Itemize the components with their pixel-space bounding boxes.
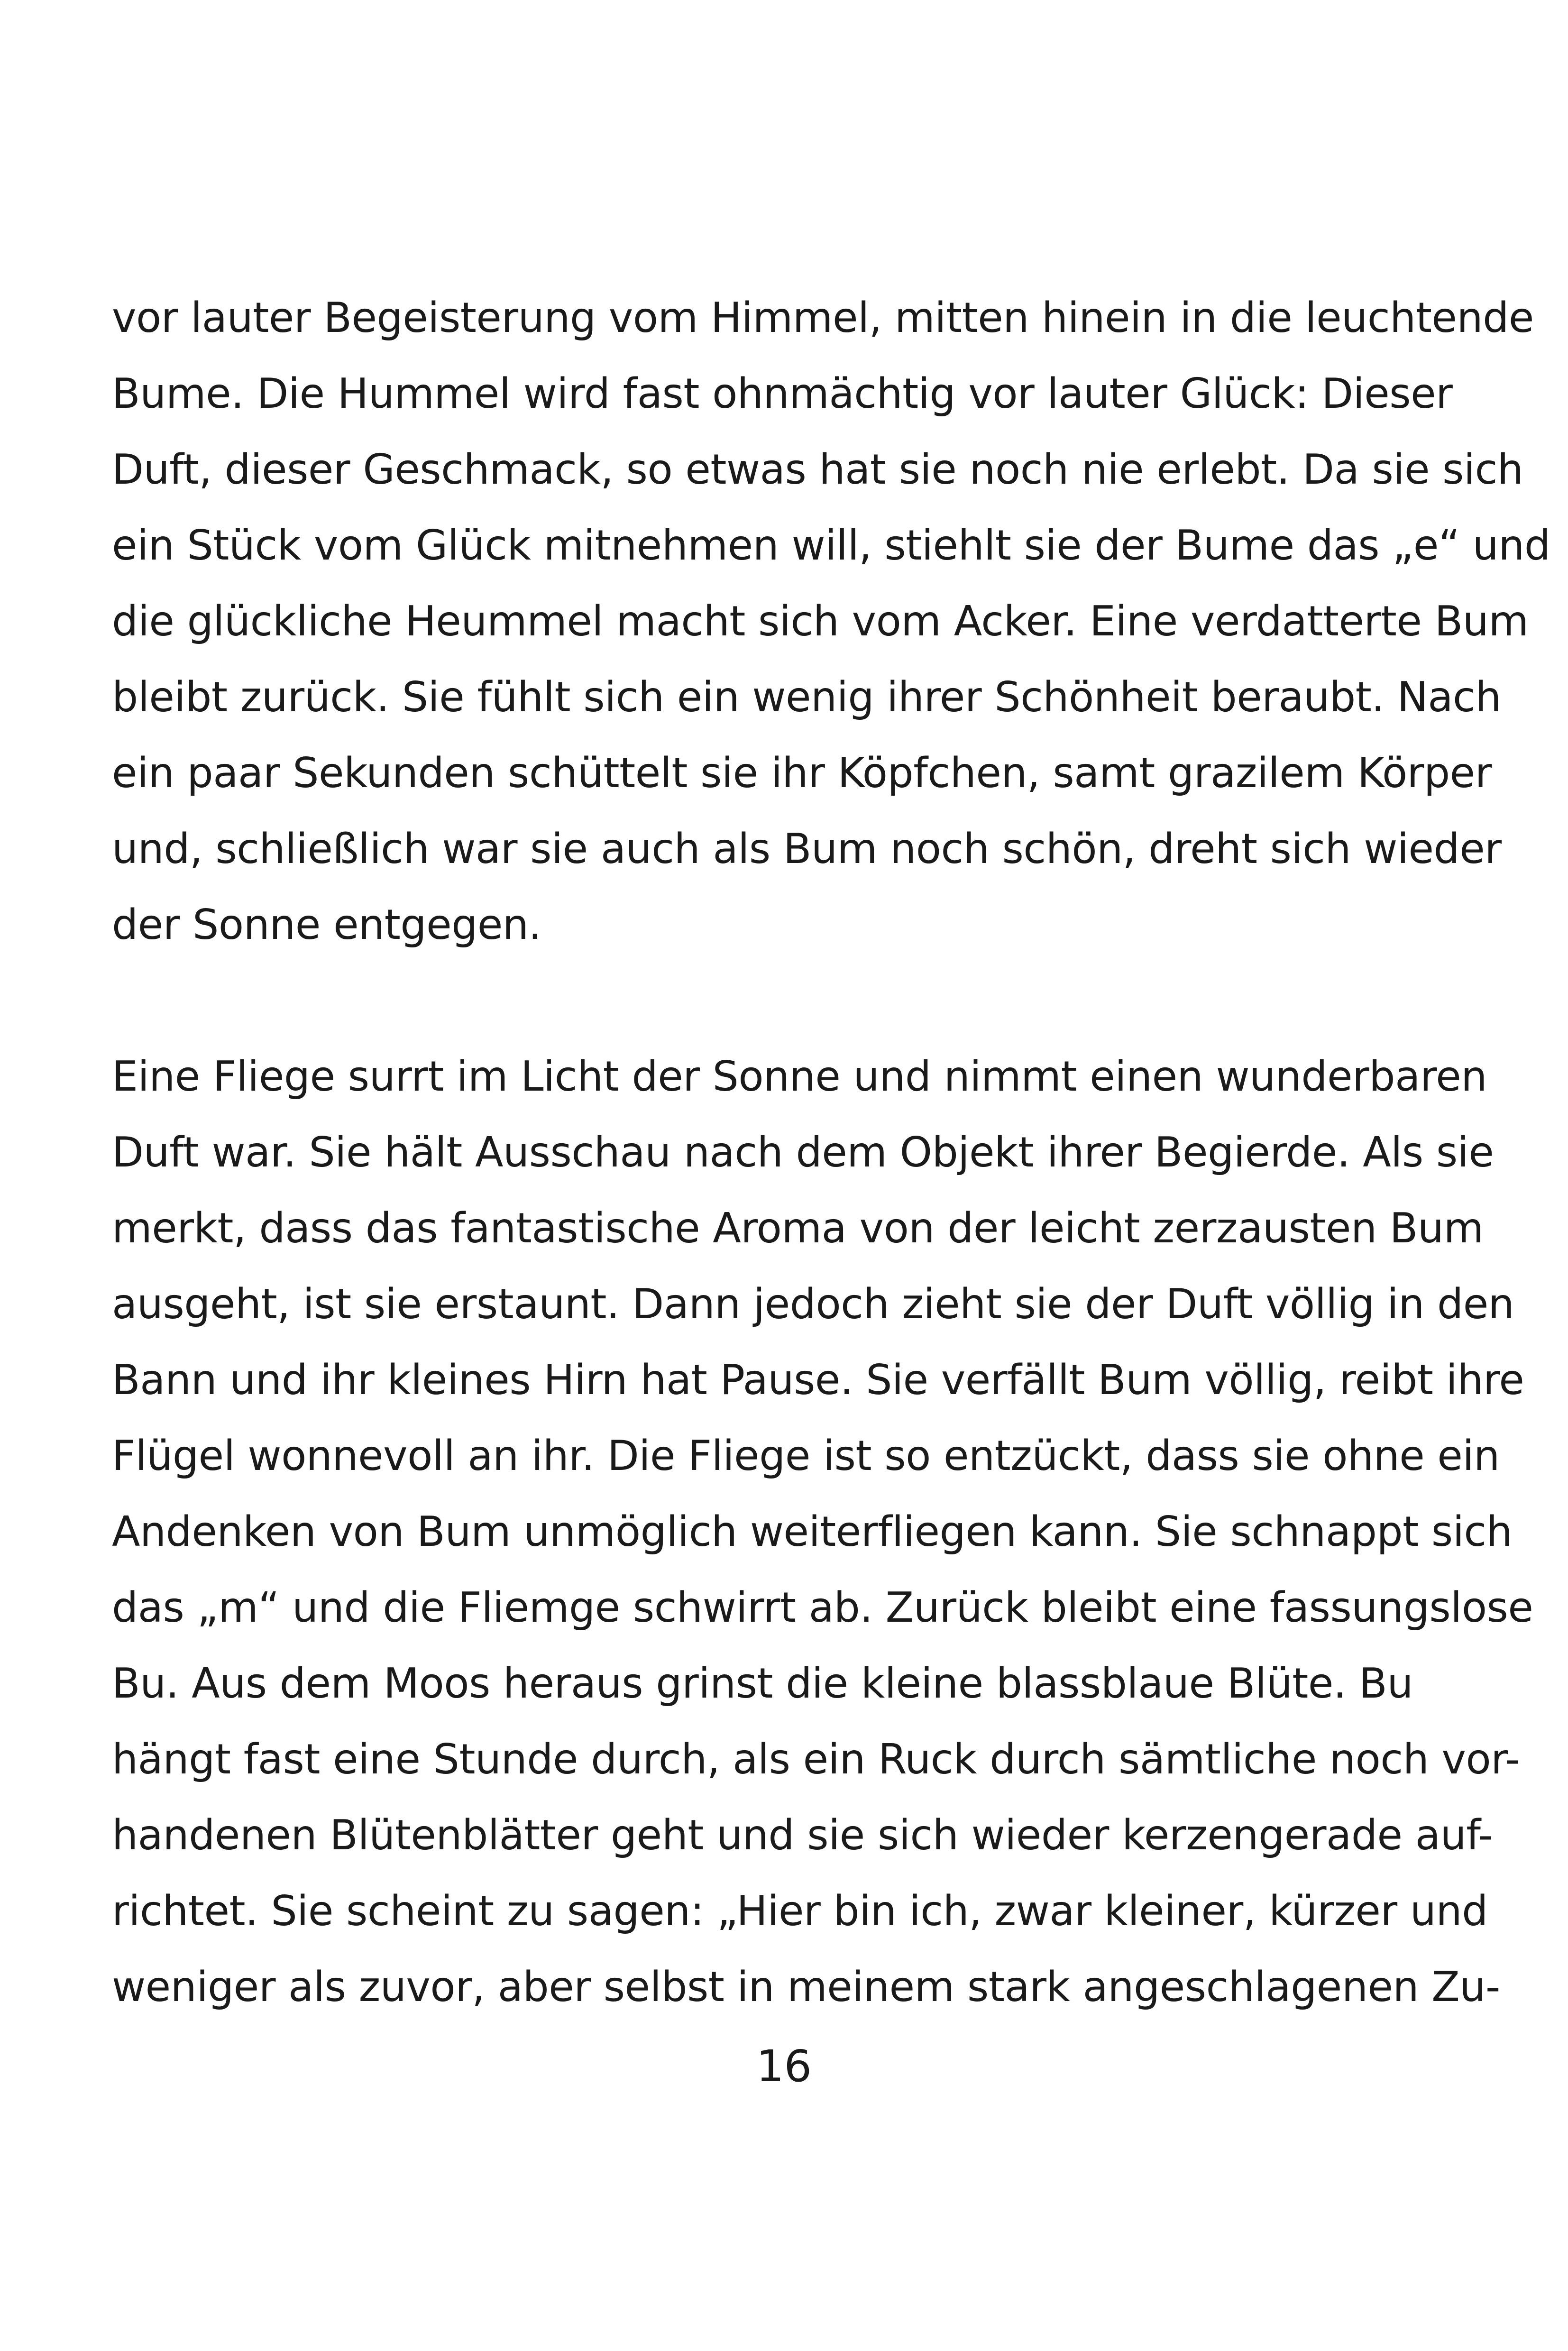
text-line: Andenken von Bum unmöglich weiterfliegen kann. Sie schnappt sich (112, 1507, 1513, 1556)
text-line: hängt fast eine Stunde durch, als ein Ruck durch sämtliche noch vor- (112, 1735, 1520, 1783)
text-line: Bume. Die Hummel wird fast ohnmächtig vor lauter Glück: Dieser (112, 369, 1453, 418)
text-line: Eine Fliege surrt im Licht der Sonne und nimmt einen wunderbaren (112, 1052, 1487, 1101)
text-line: Duft, dieser Geschmack, so etwas hat sie noch nie erlebt. Da sie sich (112, 445, 1523, 494)
text-line: merkt, dass das fantastische Aroma von der leicht zerzausten Bum (112, 1204, 1484, 1252)
text-line: ein Stück vom Glück mitnehmen will, stiehlt sie der Bume das „e“ und (112, 521, 1550, 569)
paragraph-1 (112, 280, 1550, 963)
text-line: die glückliche Heummel macht sich vom Acker. Eine verdatterte Bum (112, 597, 1529, 645)
text-line: weniger als zuvor, aber selbst in meinem stark angeschlagenen Zu- (112, 1963, 1500, 2011)
text-line: das „m“ und die Fliemge schwirrt ab. Zurück bleibt eine fassungslose (112, 1583, 1533, 1632)
text-line: Duft war. Sie hält Ausschau nach dem Objekt ihrer Begierde. Als sie (112, 1128, 1494, 1176)
text-line: der Sonne entgegen. (112, 900, 541, 949)
text-line: Bann und ihr kleines Hirn hat Pause. Sie verfällt Bum völlig, reibt ihre (112, 1356, 1524, 1404)
text-line: richtet. Sie scheint zu sagen: „Hier bin ich, zwar kleiner, kürzer und (112, 1887, 1488, 1935)
text-line: Bu. Aus dem Moos heraus grinst die kleine blassblaue Blüte. Bu (112, 1659, 1413, 1708)
text-line: ausgeht, ist sie erstaunt. Dann jedoch zieht sie der Duft völlig in den (112, 1280, 1514, 1328)
text-line: und, schließlich war sie auch als Bum noch schön, dreht sich wieder (112, 825, 1502, 873)
page-number: 16 (756, 2041, 812, 2092)
text-line: handenen Blütenblätter geht und sie sich wieder kerzengerade auf- (112, 1811, 1493, 1859)
paragraph-2 (112, 1038, 1533, 2025)
text-line: Flügel wonnevoll an ihr. Die Fliege ist so entzückt, dass sie ohne ein (112, 1432, 1500, 1480)
text-line: ein paar Sekunden schüttelt sie ihr Köpfchen, samt grazilem Körper (112, 749, 1492, 797)
text-line: bleibt zurück. Sie fühlt sich ein wenig ihrer Schönheit beraubt. Nach (112, 673, 1501, 721)
text-line: vor lauter Begeisterung vom Himmel, mitten hinein in die leuchtende (112, 294, 1534, 342)
